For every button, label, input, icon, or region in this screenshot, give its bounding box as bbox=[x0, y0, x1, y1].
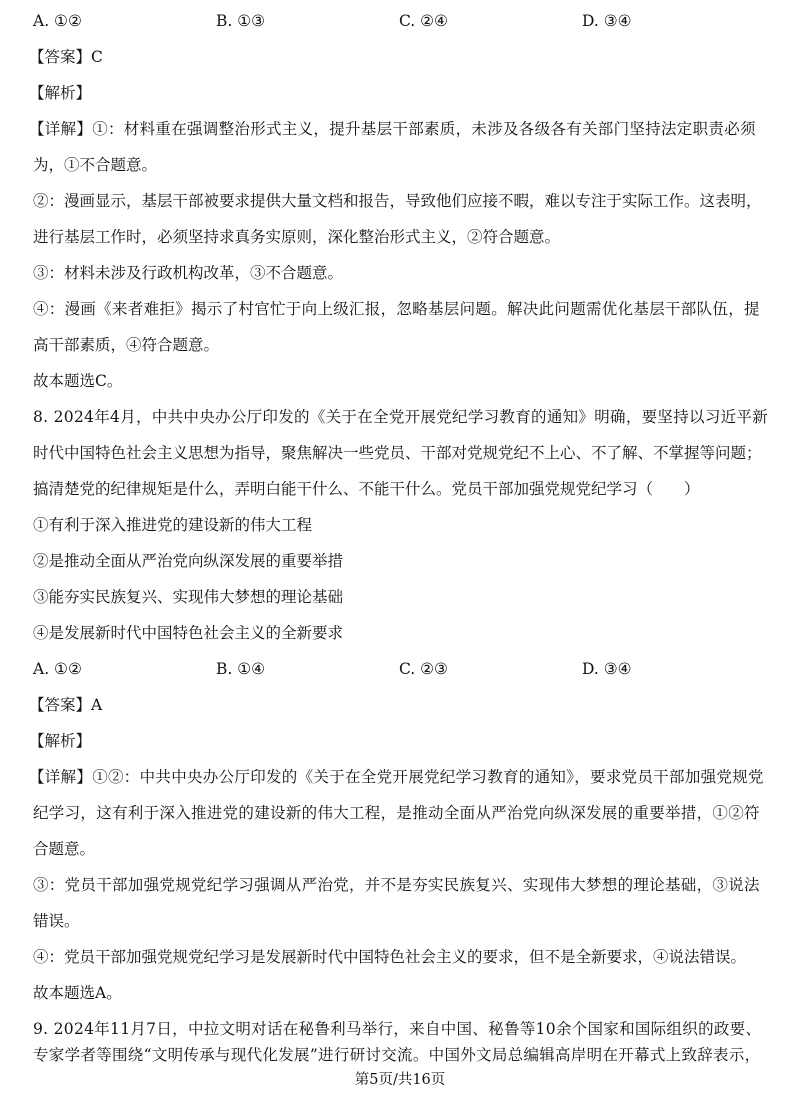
q8-choice-4: ④是发展新时代中国特色社会主义的全新要求 bbox=[33, 624, 344, 642]
q8-stem-line: 时代中国特色社会主义思想为指导，聚焦解决一些党员、干部对党规党纪不上心、不了解、不掌握等问题； bbox=[33, 444, 762, 462]
q8-analysis-label: 【解析】 bbox=[29, 732, 92, 750]
q8-choice-1: ①有利于深入推进党的建设新的伟大工程 bbox=[33, 516, 313, 534]
q7-detail-line: ④：漫画《来者难拒》揭示了村官忙于向上级汇报，忽略基层问题。解决此问题需优化基层干部队伍，提 bbox=[33, 300, 760, 318]
page-footer: 第5页/共16页 bbox=[354, 1072, 446, 1088]
q8-choice-3: ③能夯实民族复兴、实现伟大梦想的理论基础 bbox=[33, 588, 344, 606]
q7-detail-line: 进行基层工作时，必须坚持求真务实原则，深化整治形式主义，②符合题意。 bbox=[33, 228, 561, 246]
q7-option-a: A. ①② bbox=[33, 12, 82, 30]
q8-detail-line: ③：党员干部加强党规党纪学习强调从严治党，并不是夯实民族复兴、实现伟大梦想的理论基础，③说法 bbox=[33, 876, 760, 894]
q7-option-c: C. ②④ bbox=[399, 12, 448, 30]
q7-answer: 【答案】C bbox=[29, 48, 103, 66]
q8-choice-2: ②是推动全面从严治党向纵深发展的重要举措 bbox=[33, 552, 344, 570]
q8-option-b: B. ①④ bbox=[216, 660, 266, 678]
q8-detail-line: ④：党员干部加强党规党纪学习是发展新时代中国特色社会主义的要求，但不是全新要求，④说法错误。 bbox=[33, 948, 747, 966]
q9-stem-line: 专家学者等围绕“文明传承与现代化发展”进行研讨交流。中国外文局总编辑高岸明在开幕式上致辞表示， bbox=[33, 1046, 761, 1064]
q8-detail-line: 合题意。 bbox=[33, 840, 96, 858]
q7-analysis-label: 【解析】 bbox=[29, 84, 92, 102]
q7-option-b: B. ①③ bbox=[216, 12, 266, 30]
q7-option-d: D. ③④ bbox=[582, 12, 632, 30]
q8-option-d: D. ③④ bbox=[582, 660, 632, 678]
q9-stem-line: 9. 2024年11月7日，中拉文明对话在秘鲁利马举行，来自中国、秘鲁等10余个国家和国际组织的政要、 bbox=[33, 1020, 762, 1038]
q7-detail-line: ③：材料未涉及行政机构改革，③不合题意。 bbox=[33, 264, 344, 282]
q7-detail-line: 【详解】①：材料重在强调整治形式主义，提升基层干部素质，未涉及各级各有关部门坚持法定职责必须 bbox=[29, 120, 756, 138]
q8-option-c: C. ②③ bbox=[399, 660, 448, 678]
q8-stem-line: 搞清楚党的纪律规矩是什么，弄明白能干什么、不能干什么。党员干部加强党规党纪学习（ ） bbox=[33, 480, 700, 498]
q8-detail-line: 故本题选A。 bbox=[33, 984, 122, 1002]
q8-stem-line: 8. 2024年4月，中共中央办公厅印发的《关于在全党开展党纪学习教育的通知》明确，要坚持以习近平新 bbox=[33, 408, 769, 426]
q8-detail-line: 纪学习，这有利于深入推进党的建设新的伟大工程，是推动全面从严治党向纵深发展的重要举措，①②符 bbox=[33, 804, 760, 822]
q8-detail-line: 错误。 bbox=[33, 912, 80, 930]
q7-detail-line: ②：漫画显示，基层干部被要求提供大量文档和报告，导致他们应接不暇，难以专注于实际工作。这表明， bbox=[33, 192, 762, 210]
q8-answer: 【答案】A bbox=[29, 696, 103, 714]
q8-option-a: A. ①② bbox=[33, 660, 82, 678]
q7-detail-line: 故本题选C。 bbox=[33, 372, 123, 390]
q8-detail-line: 【详解】①②：中共中央办公厅印发的《关于在全党开展党纪学习教育的通知》，要求党员干部加强党规党 bbox=[29, 768, 764, 786]
q7-detail-line: 为，①不合题意。 bbox=[33, 156, 158, 174]
q7-detail-line: 高干部素质，④符合题意。 bbox=[33, 336, 220, 354]
